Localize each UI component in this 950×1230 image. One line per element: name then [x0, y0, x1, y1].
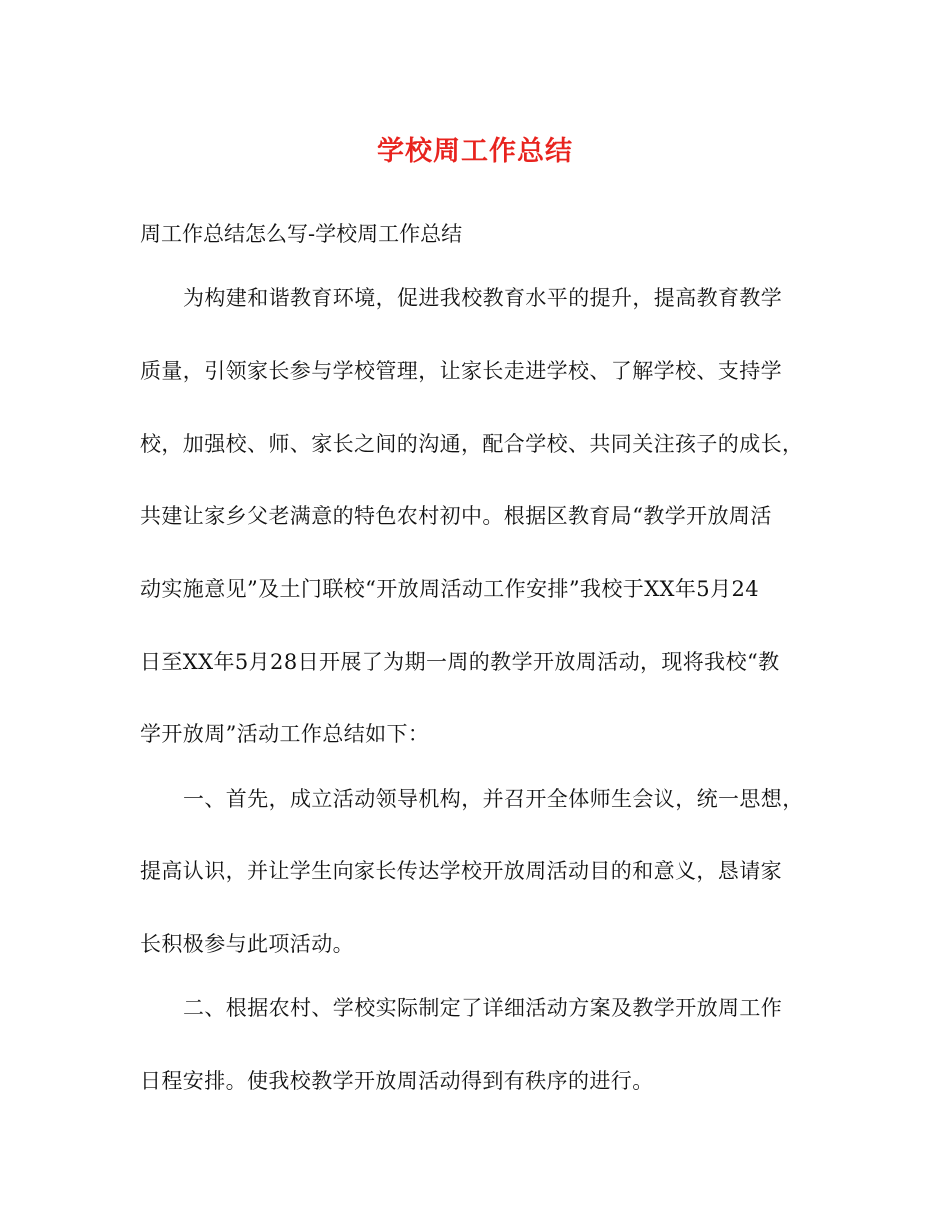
paragraph-line: 长积极参与此项活动。	[140, 932, 354, 956]
paragraph-line: 共建让家乡父老满意的特色农村初中。根据区教育局“教学开放周活	[140, 504, 772, 528]
paragraph-line: 二、根据农村、学校实际制定了详细活动方案及教学开放周工作	[183, 996, 783, 1020]
paragraph-line: 为构建和谐教育环境，促进我校教育水平的提升，提高教育教学	[183, 286, 783, 310]
paragraph-line: 校，加强校、师、家长之间的沟通，配合学校、共同关注孩子的成长，	[140, 432, 804, 456]
document-subtitle: 周工作总结怎么写-学校周工作总结	[140, 222, 463, 246]
paragraph-line: 学开放周”活动工作总结如下：	[140, 722, 430, 746]
paragraph-line: 质量，引领家长参与学校管理，让家长走进学校、了解学校、支持学	[140, 359, 782, 383]
paragraph-line: 日程安排。使我校教学开放周活动得到有秩序的进行。	[140, 1069, 654, 1093]
document-title: 学校周工作总结	[377, 136, 573, 167]
paragraph-line: 一、首先，成立活动领导机构，并召开全体师生会议，统一思想，	[183, 787, 804, 811]
paragraph-line: 提高认识，并让学生向家长传达学校开放周活动目的和意义，恳请家	[140, 859, 782, 883]
paragraph-line: 动实施意见”及土门联校“开放周活动工作安排”我校于XX年5月24	[140, 577, 759, 601]
paragraph-line: 日至XX年5月28日开展了为期一周的教学开放周活动，现将我校“教	[140, 650, 780, 674]
